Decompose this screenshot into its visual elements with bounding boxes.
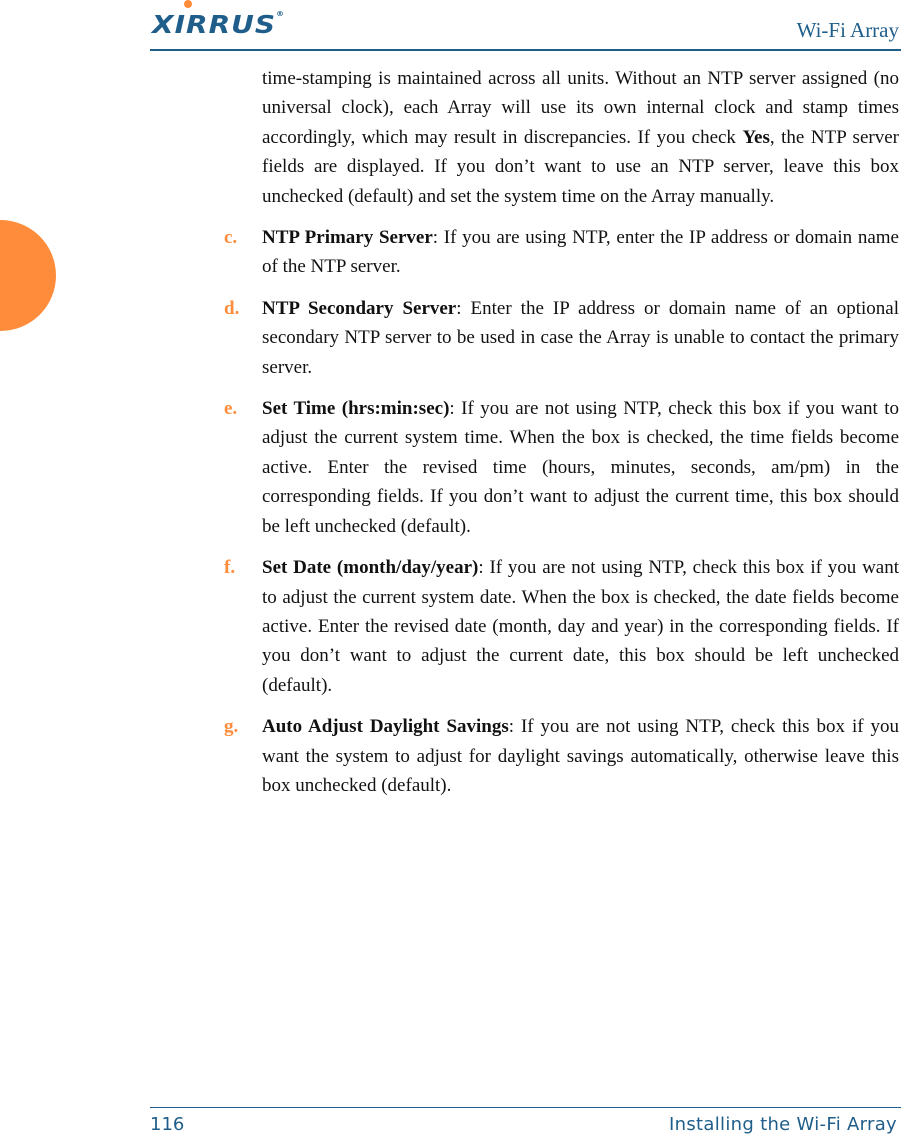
list-letter: f. bbox=[224, 557, 236, 579]
chapter-side-tab bbox=[0, 220, 56, 331]
list-letter: c. bbox=[224, 227, 238, 249]
list-item-set-date: f. Set Date (month/day/year): If you are not using NTP, check this box if you want to adjust the current system date. When the box is checked, the date fields become active. Enter the revised date (month, day and year) in the corresponding fields. If you don’t want to adjust the current date, this box should be left unchecked (default). bbox=[262, 553, 899, 700]
logo-text: XIRRUS® bbox=[152, 9, 286, 40]
list-item-set-time: e. Set Time (hrs:min:sec): If you are not using NTP, check this box if you want to adjust the current system time. When the box is checked, the time fields become active. Enter the revised time (hours, minutes, seconds, am/pm) in the corresponding fields. If you don’t want to adjust the current time, this box should be left unchecked (default). bbox=[262, 394, 899, 541]
list-item-ntp-secondary: d. NTP Secondary Server: Enter the IP address or domain name of an optional secondary NTP server to be used in case the Array is unable to contact the primary server. bbox=[262, 294, 899, 382]
running-header-title: Wi-Fi Array bbox=[796, 18, 899, 42]
header-rule bbox=[150, 49, 901, 51]
page-number: 116 bbox=[150, 1114, 185, 1135]
logo-dot-icon bbox=[184, 0, 192, 8]
list-letter: e. bbox=[224, 398, 238, 420]
intro-paragraph: time-stamping is maintained across all units. Without an NTP server assigned (no universal clock), each Array will use its own internal clock and stamp times accordingly, which may result in discrepancies. If you check Yes, the NTP server fields are displayed. If you don’t want to use an NTP server, leave this box unchecked (default) and set the system time on the Array manually. bbox=[262, 68, 899, 207]
list-item-daylight-savings: g. Auto Adjust Daylight Savings: If you are not using NTP, check this box if you want the system to adjust for daylight savings automatically, otherwise leave this box unchecked (default). bbox=[262, 712, 899, 800]
list-item-ntp-primary: c. NTP Primary Server: If you are using NTP, enter the IP address or domain name of the NTP server. bbox=[262, 223, 899, 282]
footer-title: Installing the Wi-Fi Array bbox=[669, 1114, 897, 1135]
footer-rule bbox=[150, 1107, 901, 1108]
list-letter: g. bbox=[224, 716, 239, 738]
list-letter: d. bbox=[224, 297, 240, 319]
page-body bbox=[224, 64, 900, 800]
